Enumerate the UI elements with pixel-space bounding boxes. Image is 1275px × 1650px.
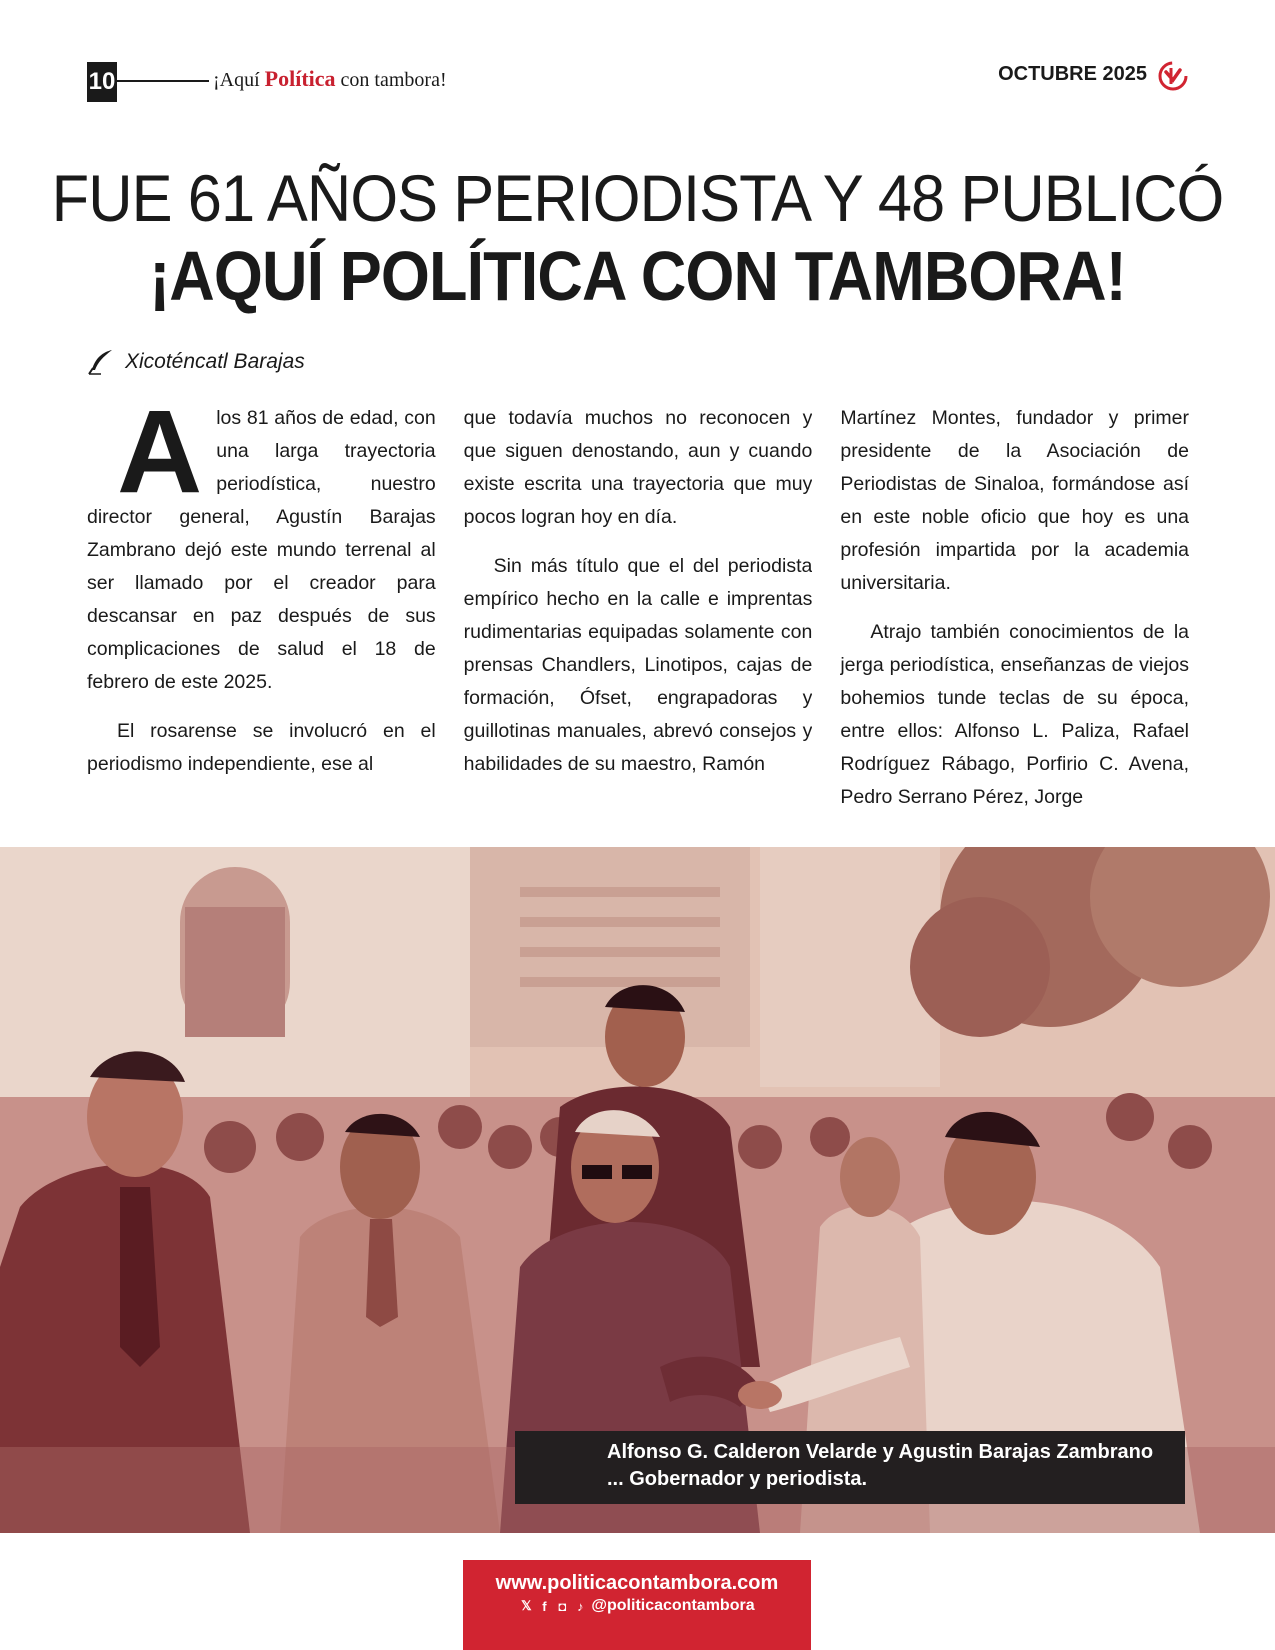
article-photo	[0, 847, 1275, 1533]
paragraph-text: los 81 años de edad, con una larga trayectoria periodística, nuestro director general, Agustín Barajas Zambrano dejó este mundo terrenal al ser llamado por el creador para descansar en paz después de sus complicaciones de salud el 18 de febrero de este 2025.	[87, 407, 436, 693]
page-number: 10	[87, 62, 117, 102]
paragraph: El rosarense se involucró en el periodismo independiente, ese al	[87, 720, 436, 775]
masthead-brand: Política	[264, 66, 336, 91]
social-bar	[463, 1597, 811, 1615]
masthead	[213, 66, 447, 92]
photo-caption	[515, 1431, 1185, 1504]
footer-banner	[463, 1560, 811, 1650]
drop-cap: A	[117, 402, 203, 518]
newspaper-logo-icon	[1157, 60, 1189, 92]
headline-line-2: ¡AQUÍ POLÍTICA CON TAMBORA!	[149, 237, 1126, 315]
x-icon[interactable]: 𝕏	[521, 1598, 532, 1613]
header-rule	[117, 80, 209, 82]
website-link[interactable]: www.politicacontambora.com	[495, 1572, 779, 1594]
masthead-prefix: ¡Aquí	[213, 69, 265, 91]
masthead-suffix: con tambora!	[335, 69, 447, 91]
paragraph: Sin más título que el del periodista empírico hecho en la calle e imprentas rudimentarias equipadas solamente con prensas Chandlers, Linotipos, cajas de formación, Ófset, engrapadoras y guillotinas manuales, abrevó consejos y habilidades de su maestro, Ramón	[463, 555, 813, 775]
column-3	[840, 402, 1189, 822]
column-2	[464, 402, 813, 822]
facebook-icon[interactable]: f	[542, 1598, 547, 1614]
paragraph: Atrajo también conocimientos de la jerga periodística, enseñanzas de viejos bohemios tunde teclas de su época, entre ellos: Alfonso L. Paliza, Rafael Rodríguez Rábago, Porfirio C. Avena, Pedro Serrano Pérez, Jorge	[840, 621, 1190, 808]
headline-line-1: FUE 61 AÑOS PERIODISTA Y 48 PUBLICÓ	[51, 161, 1224, 235]
social-handle[interactable]: @politicacontambora	[591, 1597, 755, 1614]
byline	[87, 348, 305, 376]
feather-pen-icon	[87, 348, 115, 376]
article-body	[87, 402, 1189, 822]
paragraph	[87, 402, 436, 699]
issue-date: OCTUBRE 2025	[998, 63, 1147, 85]
paragraph: Martínez Montes, fundador y primer presidente de la Asociación de Periodistas de Sinaloa, formándose así en este noble oficio que hoy es una profesión impartida por la academia universitaria.	[840, 407, 1190, 594]
tiktok-icon[interactable]: ♪	[577, 1598, 584, 1614]
caption-line-2: ... Gobernador y periodista.	[607, 1468, 868, 1490]
instagram-icon[interactable]: ◘	[558, 1598, 567, 1614]
author-name: Xicoténcatl Barajas	[125, 350, 305, 373]
column-1	[87, 402, 436, 822]
caption-line-1: Alfonso G. Calderon Velarde y Agustin Barajas Zambrano	[607, 1441, 1154, 1463]
paragraph: que todavía muchos no reconocen y que siguen denostando, aun y cuando existe escrita una trayectoria que muy pocos logran hoy en día.	[463, 407, 813, 528]
